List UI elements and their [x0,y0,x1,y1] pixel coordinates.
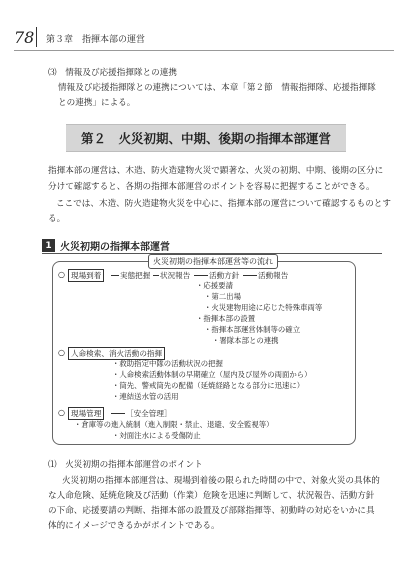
list-item: ・火災建物用途に応じた特殊車両等 [204,303,323,312]
list-item: ・人命検索活動体制の早期確立（屋内及び屋外の両面から） [112,370,312,379]
flow-step: 活動報告 [258,271,289,280]
points-line: の下命、応援要請の判断、指揮本部の設置及び部隊指揮等、初動時の対応をいかに具 [48,506,375,516]
chapter-title: 第３章 指揮本部の運営 [46,35,146,45]
list-item: ・応援要請 [196,281,233,290]
safety-management-label: ［安全管理］ [126,409,172,418]
list-item: ・筒先、警戒筒先の配備（延焼経路となる部分に迅速に） [112,381,305,390]
block-label-site-management: 現場管理 [68,407,104,420]
flow-connector [153,275,159,276]
section3-line: 情報及び応援指揮隊との連携については、本章「第２節 情報指揮隊、応援指揮隊 [58,83,376,93]
list-item: ・倉庫等の進入統制（進入制限・禁止、退避、安全監視等） [74,420,274,429]
diagram-title: 火災初期の指揮本部運営等の流れ [148,254,278,269]
section3-line: との連携」による。 [58,98,136,108]
intro-line: ここでは、木造、防火造建物火災を中心に、指揮本部の運営について確認するものとす [56,199,391,209]
section-title: 第２ 火災初期、中期、後期の指揮本部運営 [66,124,346,152]
circle-bullet-icon: ○ [58,270,65,279]
intro-line: 指揮本部の運営は、木造、防火造建物火災で顕著な、火災の初期、中期、後期の区分に [48,166,384,176]
subsection-number-badge: 1 [42,239,55,252]
flow-step: 状況報告 [160,271,191,280]
points-heading: ⑴ 火災初期の指揮本部運営のポイント [48,460,203,470]
page-number: 78 [14,28,35,47]
section3-heading: ⑶ 情報及び応援指揮隊との連携 [48,68,177,78]
circle-bullet-icon: ○ [58,348,65,357]
points-line: な人命危険、延焼危険及び活動（作業）危険を迅速に判断して、状況報告、活動方針 [48,491,375,501]
list-item: ・対面注水による受傷防止 [112,431,201,440]
list-item: ・指揮本部運営体制等の確立 [204,325,301,334]
points-line: 体的にイメージできるかがポイントである。 [48,521,220,531]
flow-connector [111,413,125,414]
points-line: 火災初期の指揮本部運営は、現場到着後の限られた時間の中で、対象火災の具体的 [62,476,380,486]
flow-step: 活動方針 [209,271,240,280]
subsection-title: 火災初期の指揮本部運営 [60,242,170,253]
header-rule [14,50,394,51]
list-item: ・第二出場 [204,292,241,301]
list-item: ・署隊本部との連携 [212,336,279,345]
intro-line: る。 [48,214,66,224]
flow-connector [111,275,119,276]
header-divider [36,27,37,47]
block-label-rescue: 人命検索、消火活動の指揮 [68,347,165,360]
flow-connector [194,275,208,276]
list-item: ・救助指定中隊の活動状況の把握 [112,359,223,368]
intro-line: 分けて確認すると、各期の指揮本部運営のポイントを容易に把握することができる。 [48,182,375,192]
list-item: ・連結送水管の活用 [112,392,179,401]
block-label-arrival: 現場到着 [68,269,104,282]
circle-bullet-icon: ○ [58,408,65,417]
flow-step: 実態把握 [120,271,151,280]
list-item: ・指揮本部の設置 [196,314,256,323]
flow-connector [243,275,257,276]
